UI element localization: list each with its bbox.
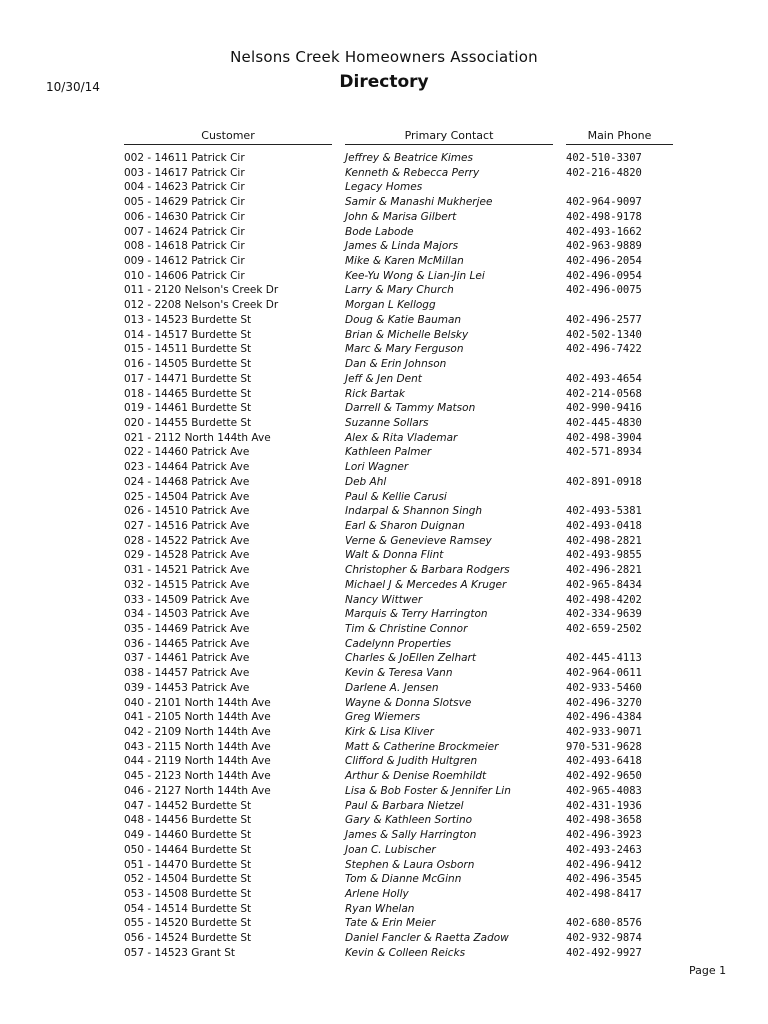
- row-contact: Kenneth & Rebecca Perry: [345, 166, 480, 179]
- table-row: [0, 342, 768, 357]
- row-phone: 402-493-1662: [566, 225, 642, 238]
- row-phone: 402-496-2054: [566, 255, 642, 268]
- row-contact: Verne & Genevieve Ramsey: [345, 534, 492, 547]
- row-contact: Michael J & Mercedes A Kruger: [345, 578, 507, 591]
- row-phone: 402-932-9874: [566, 932, 642, 945]
- row-phone: 402-496-0075: [566, 284, 642, 297]
- row-phone: 402-496-2821: [566, 564, 642, 577]
- row-customer: 031 - 14521 Patrick Ave: [124, 564, 250, 577]
- table-row: [0, 445, 768, 460]
- row-phone: 402-933-5460: [566, 681, 642, 694]
- row-customer: 009 - 14612 Patrick Cir: [124, 255, 245, 268]
- row-contact: Earl & Sharon Duignan: [345, 519, 465, 532]
- table-row: [0, 858, 768, 873]
- row-contact: Deb Ahl: [345, 475, 387, 488]
- row-contact: Dan & Erin Johnson: [345, 358, 447, 371]
- table-row: [0, 151, 768, 166]
- row-phone: 402-496-3270: [566, 696, 642, 709]
- table-row: [0, 813, 768, 828]
- row-contact: Arthur & Denise Roemhildt: [345, 770, 487, 783]
- row-contact: Greg Wiemers: [345, 711, 421, 724]
- row-customer: 033 - 14509 Patrick Ave: [124, 593, 250, 606]
- row-customer: 015 - 14511 Burdette St: [124, 343, 252, 356]
- row-contact: Walt & Donna Flint: [345, 549, 444, 562]
- table-row: [0, 696, 768, 711]
- row-contact: Kevin & Teresa Vann: [345, 667, 453, 680]
- row-customer: 049 - 14460 Burdette St: [124, 829, 252, 842]
- row-phone: 402-965-4083: [566, 784, 642, 797]
- row-phone: 402-659-2502: [566, 623, 642, 635]
- row-contact: Rick Bartak: [345, 387, 405, 400]
- row-phone: 402-498-8417: [566, 887, 642, 900]
- row-phone: 970-531-9628: [566, 740, 642, 753]
- table-row: [0, 254, 768, 269]
- row-phone: 402-964-0611: [566, 667, 642, 680]
- row-customer: 022 - 14460 Patrick Ave: [124, 446, 250, 459]
- row-phone: 402-493-6418: [566, 755, 642, 768]
- row-contact: Christopher & Barbara Rodgers: [345, 564, 510, 577]
- row-customer: 002 - 14611 Patrick Cir: [124, 152, 245, 164]
- table-row: [0, 931, 768, 946]
- row-phone: 402-496-7422: [566, 343, 642, 356]
- row-phone: 402-431-1936: [566, 799, 642, 812]
- row-contact: Indarpal & Shannon Singh: [345, 505, 483, 518]
- table-row: [0, 563, 768, 578]
- row-contact: Arlene Holly: [345, 887, 409, 900]
- table-row: [0, 637, 768, 652]
- row-phone: 402-965-8434: [566, 578, 642, 591]
- table-row: [0, 681, 768, 696]
- table-row: [0, 548, 768, 563]
- row-customer: 044 - 2119 North 144th Ave: [124, 755, 271, 768]
- row-contact: Kee-Yu Wong & Lian-Jin Lei: [345, 269, 485, 282]
- row-phone: 402-492-9650: [566, 770, 642, 783]
- table-row: [0, 166, 768, 181]
- table-row: [0, 519, 768, 534]
- row-phone: 402-496-0954: [566, 269, 642, 282]
- row-customer: 004 - 14623 Patrick Cir: [124, 181, 245, 194]
- row-phone: 402-510-3307: [566, 152, 642, 164]
- row-contact: Alex & Rita Vlademar: [345, 431, 458, 444]
- column-header-contact: Primary Contact: [345, 129, 553, 145]
- table-row: [0, 710, 768, 725]
- row-contact: John & Marisa Gilbert: [345, 210, 457, 223]
- row-phone: 402-498-4202: [566, 593, 642, 606]
- row-customer: 036 - 14465 Patrick Ave: [124, 637, 250, 650]
- row-customer: 053 - 14508 Burdette St: [124, 887, 252, 900]
- table-row: [0, 754, 768, 769]
- table-row: [0, 504, 768, 519]
- row-customer: 052 - 14504 Burdette St: [124, 873, 252, 886]
- row-customer: 039 - 14453 Patrick Ave: [124, 681, 250, 694]
- row-phone: 402-496-3545: [566, 873, 642, 886]
- row-customer: 032 - 14515 Patrick Ave: [124, 578, 250, 591]
- row-customer: 028 - 14522 Patrick Ave: [124, 534, 250, 547]
- row-contact: Brian & Michelle Belsky: [345, 328, 469, 341]
- row-contact: Kathleen Palmer: [345, 446, 432, 459]
- row-customer: 037 - 14461 Patrick Ave: [124, 652, 250, 665]
- row-customer: 038 - 14457 Patrick Ave: [124, 667, 250, 680]
- row-phone: 402-496-4384: [566, 711, 642, 724]
- row-contact: Cadelynn Properties: [345, 637, 452, 650]
- table-row: [0, 431, 768, 446]
- row-customer: 035 - 14469 Patrick Ave: [124, 623, 250, 635]
- row-contact: James & Sally Harrington: [345, 829, 477, 842]
- row-contact: Bode Labode: [345, 225, 414, 238]
- row-contact: Clifford & Judith Hultgren: [345, 755, 478, 768]
- row-phone: 402-571-8934: [566, 446, 642, 459]
- table-row: [0, 239, 768, 254]
- row-phone: 402-496-9412: [566, 858, 642, 871]
- row-customer: 029 - 14528 Patrick Ave: [124, 549, 250, 562]
- table-row: [0, 902, 768, 917]
- row-contact: Gary & Kathleen Sortino: [345, 814, 473, 827]
- row-customer: 046 - 2127 North 144th Ave: [124, 784, 271, 797]
- table-row: [0, 372, 768, 387]
- row-phone: 402-498-9178: [566, 210, 642, 223]
- table-row: [0, 887, 768, 902]
- row-contact: Matt & Catherine Brockmeier: [345, 740, 499, 753]
- row-phone: 402-493-5381: [566, 505, 642, 518]
- table-row: [0, 769, 768, 784]
- row-contact: Joan C. Lubischer: [345, 843, 436, 856]
- row-contact: Lisa & Bob Foster & Jennifer Lin: [345, 784, 511, 797]
- row-contact: Ryan Whelan: [345, 902, 415, 915]
- row-contact: Kevin & Colleen Reicks: [345, 946, 466, 959]
- row-phone: 402-502-1340: [566, 328, 642, 341]
- table-row: [0, 490, 768, 505]
- document-title: Directory: [339, 72, 429, 92]
- row-customer: 054 - 14514 Burdette St: [124, 902, 252, 915]
- table-row: [0, 607, 768, 622]
- row-contact: Mike & Karen McMillan: [345, 255, 464, 268]
- row-contact: Suzanne Sollars: [345, 416, 429, 429]
- table-row: [0, 210, 768, 225]
- row-customer: 016 - 14505 Burdette St: [124, 358, 252, 371]
- row-contact: Tim & Christine Connor: [345, 623, 468, 635]
- table-row: [0, 225, 768, 240]
- table-row: [0, 460, 768, 475]
- row-customer: 012 - 2208 Nelson's Creek Dr: [124, 299, 279, 312]
- row-contact: Daniel Fancler & Raetta Zadow: [345, 932, 509, 945]
- row-customer: 019 - 14461 Burdette St: [124, 402, 252, 415]
- row-phone: 402-445-4830: [566, 416, 642, 429]
- row-contact: Morgan L Kellogg: [345, 299, 436, 312]
- row-phone: 402-445-4113: [566, 652, 642, 665]
- row-contact: Marc & Mary Ferguson: [345, 343, 464, 356]
- row-phone: 402-498-2821: [566, 534, 642, 547]
- row-phone: 402-492-9927: [566, 946, 642, 959]
- table-row: [0, 872, 768, 887]
- row-phone: 402-493-9855: [566, 549, 642, 562]
- table-row: [0, 195, 768, 210]
- row-phone: 402-891-0918: [566, 475, 642, 488]
- row-customer: 017 - 14471 Burdette St: [124, 372, 252, 385]
- table-row: [0, 593, 768, 608]
- row-contact: Paul & Kellie Carusi: [345, 490, 447, 503]
- row-phone: 402-334-9639: [566, 608, 642, 621]
- row-phone: 402-990-9416: [566, 402, 642, 415]
- row-phone: 402-933-9071: [566, 726, 642, 739]
- column-header-phone: Main Phone: [566, 129, 673, 145]
- row-phone: 402-498-3658: [566, 814, 642, 827]
- row-phone: 402-216-4820: [566, 166, 642, 179]
- row-phone: 402-493-2463: [566, 843, 642, 856]
- row-contact: Tom & Dianne McGinn: [345, 873, 462, 886]
- row-phone: 402-963-9889: [566, 240, 642, 253]
- print-date: 10/30/14: [46, 80, 100, 94]
- row-phone: 402-964-9097: [566, 196, 642, 209]
- table-row: [0, 828, 768, 843]
- table-row: [0, 534, 768, 549]
- row-customer: 003 - 14617 Patrick Cir: [124, 166, 245, 179]
- table-row: [0, 666, 768, 681]
- row-contact: Lori Wagner: [345, 461, 409, 474]
- row-contact: James & Linda Majors: [345, 240, 459, 253]
- table-row: [0, 799, 768, 814]
- row-customer: 005 - 14629 Patrick Cir: [124, 196, 245, 209]
- table-row: [0, 180, 768, 195]
- table-row: [0, 784, 768, 799]
- row-customer: 008 - 14618 Patrick Cir: [124, 240, 245, 253]
- row-customer: 041 - 2105 North 144th Ave: [124, 711, 271, 724]
- row-customer: 023 - 14464 Patrick Ave: [124, 461, 250, 474]
- row-customer: 010 - 14606 Patrick Cir: [124, 269, 245, 282]
- row-contact: Jeffrey & Beatrice Kimes: [345, 152, 473, 164]
- row-customer: 027 - 14516 Patrick Ave: [124, 519, 250, 532]
- row-customer: 013 - 14523 Burdette St: [124, 313, 252, 326]
- table-row: [0, 328, 768, 343]
- row-contact: Stephen & Laura Osborn: [345, 858, 475, 871]
- table-row: [0, 401, 768, 416]
- column-header-customer: Customer: [124, 129, 332, 145]
- row-customer: 056 - 14524 Burdette St: [124, 932, 252, 945]
- row-customer: 043 - 2115 North 144th Ave: [124, 740, 271, 753]
- row-customer: 007 - 14624 Patrick Cir: [124, 225, 245, 238]
- row-contact: Nancy Wittwer: [345, 593, 423, 606]
- table-row: [0, 387, 768, 402]
- row-customer: 011 - 2120 Nelson's Creek Dr: [124, 284, 279, 297]
- table-row: [0, 916, 768, 931]
- table-row: [0, 416, 768, 431]
- row-phone: 402-496-3923: [566, 829, 642, 842]
- page-number: Page 1: [689, 964, 727, 977]
- row-phone: 402-496-2577: [566, 313, 642, 326]
- row-customer: 034 - 14503 Patrick Ave: [124, 608, 250, 621]
- row-phone: 402-498-3904: [566, 431, 642, 444]
- table-row: [0, 313, 768, 328]
- table-row: [0, 269, 768, 284]
- table-row: [0, 725, 768, 740]
- row-customer: 020 - 14455 Burdette St: [124, 416, 252, 429]
- table-row: [0, 651, 768, 666]
- org-title: Nelsons Creek Homeowners Association: [230, 48, 538, 66]
- row-customer: 042 - 2109 North 144th Ave: [124, 726, 271, 739]
- row-customer: 026 - 14510 Patrick Ave: [124, 505, 250, 518]
- row-contact: Kirk & Lisa Kliver: [345, 726, 434, 739]
- row-contact: Legacy Homes: [345, 181, 423, 194]
- row-phone: 402-493-4654: [566, 372, 642, 385]
- row-contact: Marquis & Terry Harrington: [345, 608, 488, 621]
- row-contact: Jeff & Jen Dent: [345, 372, 422, 385]
- row-contact: Darrell & Tammy Matson: [345, 402, 476, 415]
- row-customer: 047 - 14452 Burdette St: [124, 799, 252, 812]
- row-customer: 040 - 2101 North 144th Ave: [124, 696, 271, 709]
- row-contact: Charles & JoEllen Zelhart: [345, 652, 476, 665]
- table-row: [0, 622, 768, 637]
- table-row: [0, 946, 768, 961]
- row-customer: 018 - 14465 Burdette St: [124, 387, 252, 400]
- row-customer: 025 - 14504 Patrick Ave: [124, 490, 250, 503]
- row-phone: 402-214-0568: [566, 387, 642, 400]
- table-row: [0, 298, 768, 313]
- table-row: [0, 578, 768, 593]
- row-customer: 006 - 14630 Patrick Cir: [124, 210, 245, 223]
- row-customer: 050 - 14464 Burdette St: [124, 843, 252, 856]
- table-row: [0, 475, 768, 490]
- table-row: [0, 283, 768, 298]
- row-contact: Tate & Erin Meier: [345, 917, 436, 930]
- row-customer: 021 - 2112 North 144th Ave: [124, 431, 271, 444]
- table-row: [0, 843, 768, 858]
- row-contact: Darlene A. Jensen: [345, 681, 439, 694]
- row-customer: 057 - 14523 Grant St: [124, 946, 236, 959]
- row-customer: 045 - 2123 North 144th Ave: [124, 770, 271, 783]
- row-phone: 402-493-0418: [566, 519, 642, 532]
- row-customer: 048 - 14456 Burdette St: [124, 814, 252, 827]
- row-contact: Paul & Barbara Nietzel: [345, 799, 464, 812]
- row-phone: 402-680-8576: [566, 917, 642, 930]
- row-customer: 014 - 14517 Burdette St: [124, 328, 252, 341]
- row-contact: Wayne & Donna Slotsve: [345, 696, 472, 709]
- row-contact: Samir & Manashi Mukherjee: [345, 196, 493, 209]
- row-customer: 055 - 14520 Burdette St: [124, 917, 252, 930]
- row-customer: 051 - 14470 Burdette St: [124, 858, 252, 871]
- directory-table: [0, 151, 768, 961]
- table-row: [0, 357, 768, 372]
- table-row: [0, 740, 768, 755]
- row-customer: 024 - 14468 Patrick Ave: [124, 475, 250, 488]
- row-contact: Doug & Katie Bauman: [345, 313, 462, 326]
- row-contact: Larry & Mary Church: [345, 284, 454, 297]
